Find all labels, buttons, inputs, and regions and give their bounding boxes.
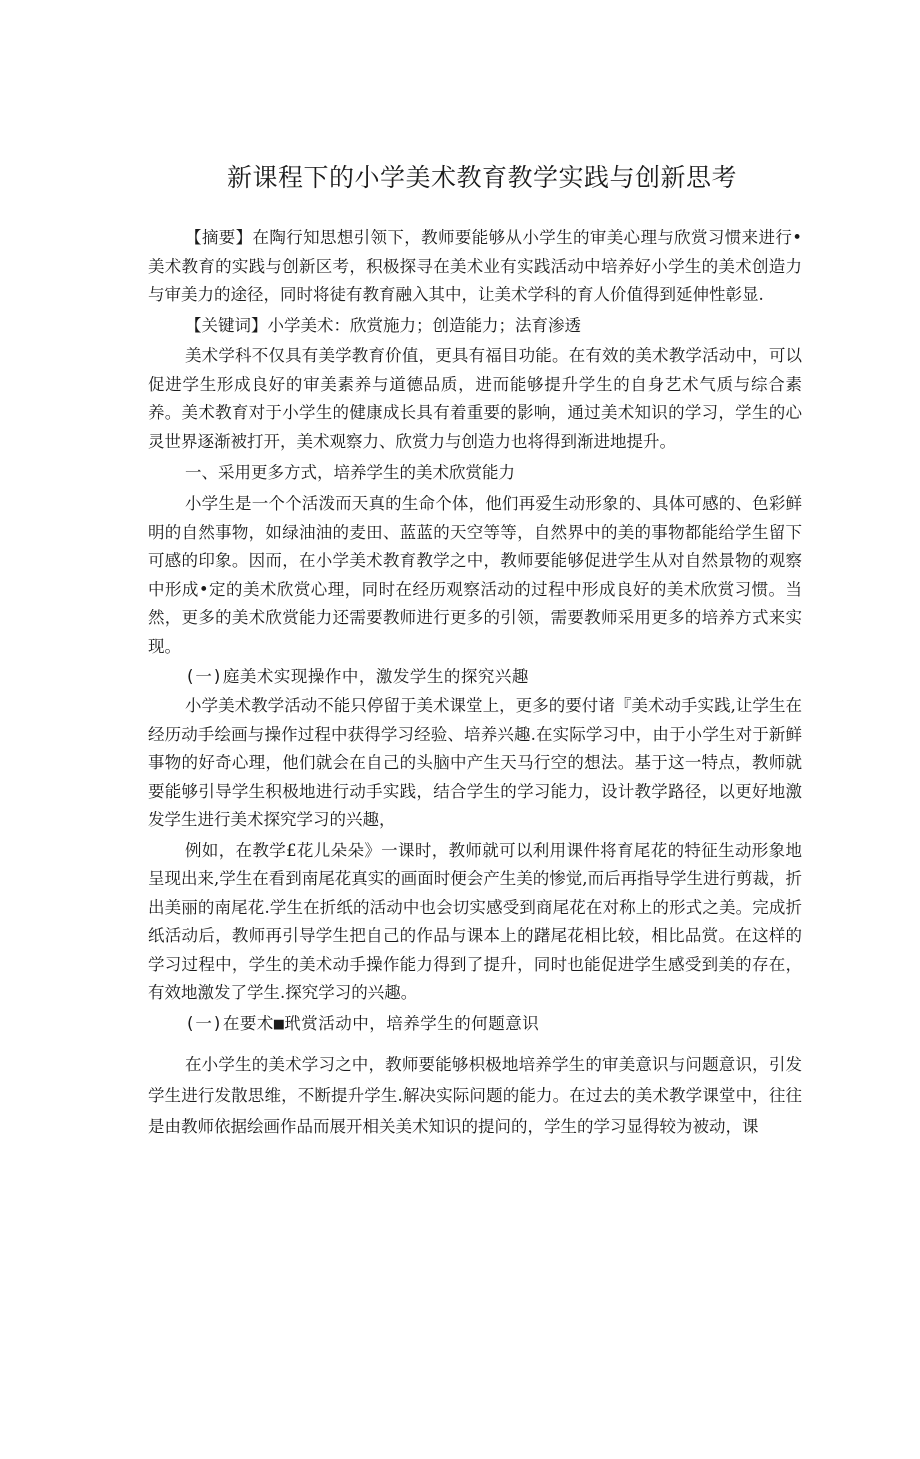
section-1-paragraph: 小学生是一个个活泼而天真的生命个体，他们再爱生动形象的、具体可感的、色彩鲜明的自然事物，如绿油油的麦田、蓝蓝的天空等等，自然界中的美的事物都能给学生留下可感的印象。因而，在小学美术教育教学之中，教师要能够促进学生从对自然景物的观察中形成•定的美术欣赏心理，同时在经历观察活动的过程中形成良好的美术欣赏习惯。当然，更多的美术欣赏能力还需要教师进行更多的引领，需要教师采用更多的培养方式来实现。 xyxy=(148,494,802,656)
intro-paragraph: 美术学科不仅具有美学教育价值，更具有福目功能。在有效的美术教学活动中，可以促进学生形成良好的审美素养与道德品质，进而能够提升学生的自身艺术气质与综合素养。美术教育对于小学生的健康成长具有着重要的影响，通过美术知识的学习，学生的心灵世界逐渐被打开，美术观察力、欣赏力与创造力也将得到渐进地提升。 xyxy=(148,346,802,451)
document-page xyxy=(0,158,920,1459)
subsection-1-paragraph-1: 小学美术教学活动不能只停留于美术课堂上，更多的要付诸『美术动手实践,让学生在经历动手绘画与操作过程中获得学习经验、培养兴趣.在实际学习中，由于小学生对于新鲜事物的好奇心理，他们就会在自己的头脑中产生天马行空的想法。基于这一特点，教师就要能够引导学生积极地进行动手实践，结合学生的学习能力，设计教学路径，以更好地激发学生进行美术探究学习的兴趣， xyxy=(148,696,802,829)
section-1-heading: 一、采用更多方式，培养学生的美术欣赏能力 xyxy=(185,463,515,482)
subsection-2-paragraph: 在小学生的美术学习之中，教师要能够枳极地培养学生的审美意识与问题意识，引发学生进行发散思维，不断提升学生.解决实际问题的能力。在过去的美术教学课堂中，往往是由教师依据绘画作品而展开相关美术知识的提问的，学生的学习显得较为被动，课 xyxy=(148,1054,802,1136)
subsection-2-heading: (一)在要术■玳赏活动中，培养学生的何题意识 xyxy=(185,1013,540,1033)
subsection-1-heading: (一)庭美术实现操作中，激发学生的探究兴趣 xyxy=(185,667,529,686)
abstract-section xyxy=(148,224,802,340)
subsection-1-paragraph-2: 例如，在教学£花儿朵朵》一课时，教师就可以利用课件将育尾花的特征生动形象地呈现出来,学生在看到南尾花真实的画面时便会产生美的惨觉,而后再指导学生进行剪裁，折出美丽的南尾花.学生在折纸的活动中也会切实感受到商尾花在对称上的形式之美。完成折纸活动后，教师再引导学生把自己的作品与课本上的躇尾花相比较，相比品赏。在这样的学习过程中，学生的美术动手操作能力得到了提升，同时也能促进学生感受到美的存在，有效地激发了学生.探究学习的兴趣。 xyxy=(148,840,802,1002)
keywords-paragraph: 【关键词】小学美术：欣赏施力；创造能力；法育渗透 xyxy=(185,315,581,335)
abstract-paragraph: 【摘要】在陶行知思想引领下，教师要能够从小学生的审美心理与欣赏习惯来进行•美术教育的实践与创新区考，积极探寻在美术业有实践活动中培养好小学生的美术创造力与审美力的途径，同时将徒有教育融入其中，让美术学科的育人价值得到延伸性彰显. xyxy=(148,228,802,304)
document-title: 新课程下的小学美术教育教学实践与创新思考 xyxy=(226,163,737,192)
